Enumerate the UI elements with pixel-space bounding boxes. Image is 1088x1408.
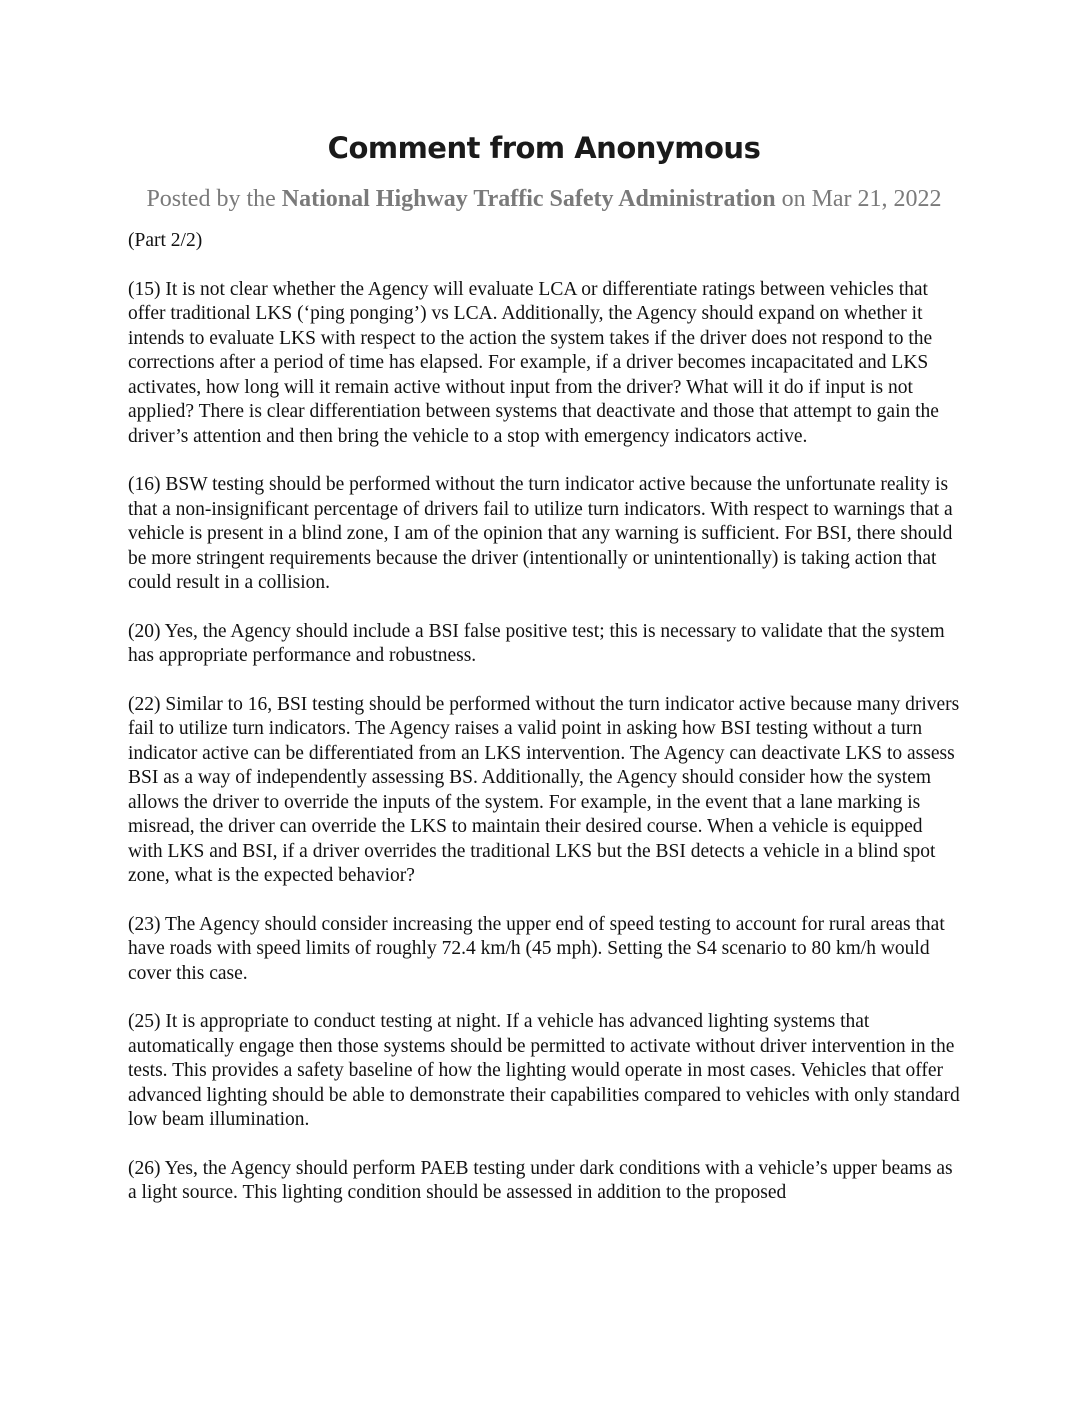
- paragraph-26: (26) Yes, the Agency should perform PAEB testing under dark conditions with a vehicle’s upper beams as a light source. This lighting condition should be assessed in addition to the proposed: [128, 1157, 953, 1203]
- paragraph-22: (22) Similar to 16, BSI testing should be performed without the turn indicator active because many drivers fail to utilize turn indicators. The Agency raises a valid point in asking how BSI testing without a turn indicator active can be differentiated from an LKS intervention. The Agency can deactivate LKS to assess BSI as a way of independently assessing BS. Additionally, the Agency should consider how the system allows the driver to override the inputs of the system. For example, in the event that a lane marking is misread, the driver can override the LKS to maintain their desired course. When a vehicle is equipped with LKS and BSI, if a driver overrides the traditional LKS but the BSI detects a vehicle in a blind spot zone, what is the expected behavior?: [128, 693, 960, 886]
- posted-by-line: [128, 182, 960, 216]
- paragraph-16: (16) BSW testing should be performed without the turn indicator active because the unfortunate reality is that a non-insignificant percentage of drivers fail to utilize turn indicators. With respect to warnings that a vehicle is present in a blind zone, I am of the opinion that any warning is sufficient. For BSI, there should be more stringent requirements because the driver (intentionally or unintentionally) is taking action that could result in a collision.: [128, 474, 953, 593]
- posting-organization: National Highway Traffic Safety Administration: [281, 186, 776, 212]
- paragraph-23: (23) The Agency should consider increasing the upper end of speed testing to account for rural areas that have roads with speed limits of roughly 72.4 km/h (45 mph). Setting the S4 scenario to 80 km/h would cover this case.: [128, 913, 945, 984]
- posted-date: Mar 21, 2022: [811, 186, 942, 212]
- paragraph-15: (15) It is not clear whether the Agency will evaluate LCA or differentiate ratings between vehicles that offer traditional LKS (‘ping ponging’) vs LCA. Additionally, the Agency should expand on whether it intends to evaluate LKS with respect to the action the system takes if the driver does not respond to the corrections after a period of time has elapsed. For example, if a driver becomes incapacitated and LKS activates, how long will it remain active without input from the driver? What will it do if input is not applied? There is clear differentiation between systems that deactivate and those that attempt to gain the driver’s attention and then bring the vehicle to a stop with emergency indicators active.: [128, 278, 939, 447]
- posted-prefix: Posted by the: [146, 186, 276, 212]
- document-title: Comment from Anonymous: [327, 131, 761, 165]
- paragraph-25: (25) It is appropriate to conduct testing at night. If a vehicle has advanced lighting systems that automatically engage then those systems should be permitted to activate without driver intervention in the tests. This provides a safety baseline of how the lighting would operate in most cases. Vehicles that offer advanced lighting should be able to demonstrate their capabilities compared to vehicles with only standard low beam illumination.: [128, 1011, 960, 1130]
- paragraph-20: (20) Yes, the Agency should include a BSI false positive test; this is necessary to validate that the system has appropriate performance and robustness.: [128, 620, 945, 666]
- posted-date-prefix: on: [781, 186, 806, 212]
- part-label: (Part 2/2): [128, 230, 203, 251]
